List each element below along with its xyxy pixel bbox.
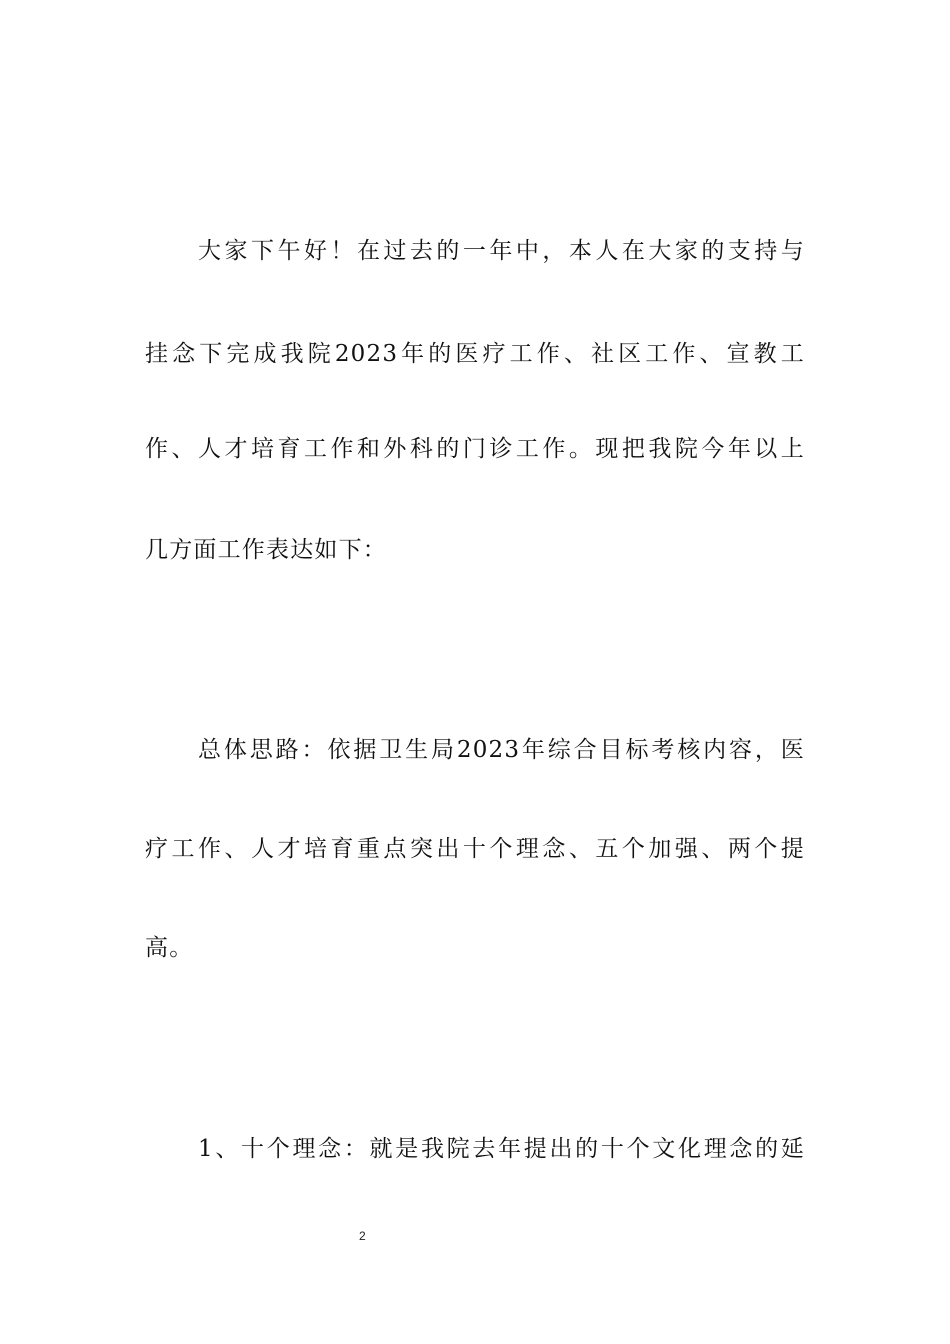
paragraph-2-line-3: 高。	[145, 935, 194, 961]
paragraph-2-line-2: 疗工作、人才培育重点突出十个理念、五个加强、两个提	[145, 836, 805, 862]
paragraph-1-line-3: 作、人才培育工作和外科的门诊工作。现把我院今年以上	[145, 436, 805, 462]
page-number: 2	[359, 1229, 366, 1243]
paragraph-1-line-4: 几方面工作表达如下：	[145, 537, 387, 563]
paragraph-1-line-1: 大家下午好！在过去的一年中，本人在大家的支持与	[198, 238, 805, 264]
paragraph-3-line-1: 1、十个理念：就是我院去年提出的十个文化理念的延	[198, 1136, 805, 1162]
paragraph-1-line-2: 挂念下完成我院2023年的医疗工作、社区工作、宣教工	[145, 341, 805, 367]
paragraph-2-line-1: 总体思路：依据卫生局2023年综合目标考核内容，医	[198, 737, 805, 763]
